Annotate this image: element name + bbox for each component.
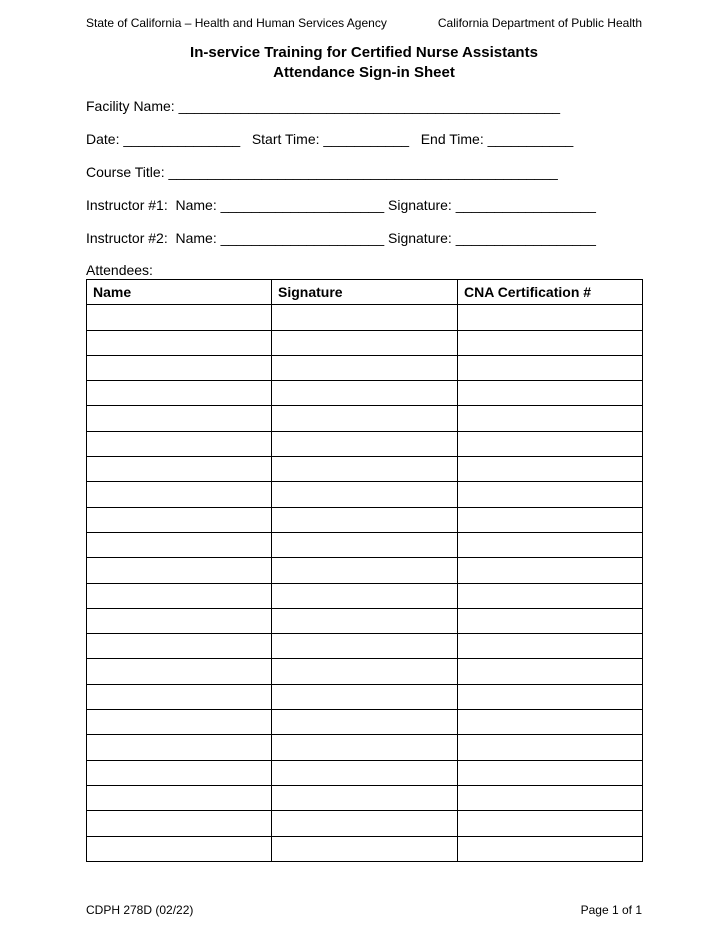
table-row [87,558,643,583]
title-line-1: In-service Training for Certified Nurse Assistants [190,44,538,61]
signature-cell[interactable] [272,507,458,532]
table-row [87,836,643,861]
cna-number-cell[interactable] [458,785,643,810]
attendee-rows [87,305,643,862]
signature-cell[interactable] [272,659,458,684]
cna-number-cell[interactable] [458,381,643,406]
course-title-field[interactable]: Course Title: __________________________________________________ [86,164,558,180]
name-cell[interactable] [87,406,272,431]
signature-cell[interactable] [272,710,458,735]
instructor-1-fields[interactable]: Instructor #1: Name: _____________________ Signature: __________________ [86,197,596,213]
facility-name-field[interactable]: Facility Name: _________________________________________________ [86,98,561,114]
cna-number-cell[interactable] [458,482,643,507]
signature-cell[interactable] [272,583,458,608]
table-row [87,811,643,836]
name-cell[interactable] [87,507,272,532]
name-cell[interactable] [87,735,272,760]
signature-cell[interactable] [272,684,458,709]
table-row [87,735,643,760]
table-row [87,330,643,355]
name-cell[interactable] [87,785,272,810]
cna-number-cell[interactable] [458,608,643,633]
table-row [87,355,643,380]
name-cell[interactable] [87,608,272,633]
signature-cell[interactable] [272,634,458,659]
cna-number-cell[interactable] [458,760,643,785]
name-cell[interactable] [87,532,272,557]
cna-number-cell[interactable] [458,406,643,431]
cna-number-cell[interactable] [458,431,643,456]
table-row [87,684,643,709]
cna-number-cell[interactable] [458,836,643,861]
table-row [87,457,643,482]
table-row [87,532,643,557]
name-cell[interactable] [87,710,272,735]
table-row [87,431,643,456]
cna-number-cell[interactable] [458,507,643,532]
cna-number-cell[interactable] [458,355,643,380]
table-row [87,406,643,431]
name-cell[interactable] [87,659,272,684]
date-time-fields[interactable]: Date: _______________ Start Time: ___________ End Time: ___________ [86,131,574,147]
table-row [87,710,643,735]
attendee-table [86,279,643,862]
form-id: CDPH 278D (02/22) [86,903,194,917]
cna-number-cell[interactable] [458,558,643,583]
attendees-label: Attendees: [86,262,153,278]
name-cell[interactable] [87,482,272,507]
signature-cell[interactable] [272,457,458,482]
cna-number-cell[interactable] [458,811,643,836]
cna-number-cell[interactable] [458,583,643,608]
signature-cell[interactable] [272,608,458,633]
name-cell[interactable] [87,760,272,785]
column-header-cna: CNA Certification # [458,280,643,305]
signature-cell[interactable] [272,305,458,330]
cna-number-cell[interactable] [458,684,643,709]
signature-cell[interactable] [272,811,458,836]
signature-cell[interactable] [272,558,458,583]
name-cell[interactable] [87,811,272,836]
cna-number-cell[interactable] [458,710,643,735]
signature-cell[interactable] [272,760,458,785]
cna-number-cell[interactable] [458,735,643,760]
signature-cell[interactable] [272,785,458,810]
signature-cell[interactable] [272,836,458,861]
name-cell[interactable] [87,431,272,456]
name-cell[interactable] [87,457,272,482]
cna-number-cell[interactable] [458,305,643,330]
name-cell[interactable] [87,305,272,330]
department-header: California Department of Public Health [437,16,642,30]
instructor-2-fields[interactable]: Instructor #2: Name: _____________________ Signature: __________________ [86,230,596,246]
signature-cell[interactable] [272,482,458,507]
signature-cell[interactable] [272,532,458,557]
name-cell[interactable] [87,330,272,355]
signature-cell[interactable] [272,406,458,431]
table-row [87,305,643,330]
cna-number-cell[interactable] [458,532,643,557]
table-row [87,482,643,507]
signature-cell[interactable] [272,735,458,760]
cna-number-cell[interactable] [458,659,643,684]
agency-header: State of California – Health and Human Services Agency [86,16,387,30]
name-cell[interactable] [87,634,272,659]
cna-number-cell[interactable] [458,330,643,355]
column-header-name: Name [87,280,272,305]
name-cell[interactable] [87,583,272,608]
name-cell[interactable] [87,684,272,709]
name-cell[interactable] [87,558,272,583]
table-row [87,659,643,684]
page-number: Page 1 of 1 [580,903,642,917]
table-row [87,507,643,532]
signature-cell[interactable] [272,431,458,456]
table-row [87,785,643,810]
document-title [0,43,728,83]
signature-cell[interactable] [272,355,458,380]
column-header-signature: Signature [272,280,458,305]
name-cell[interactable] [87,381,272,406]
table-header-row [87,280,643,305]
table-row [87,583,643,608]
cna-number-cell[interactable] [458,634,643,659]
name-cell[interactable] [87,836,272,861]
table-row [87,634,643,659]
table-row [87,608,643,633]
name-cell[interactable] [87,355,272,380]
table-row [87,381,643,406]
signature-cell[interactable] [272,381,458,406]
signature-cell[interactable] [272,330,458,355]
table-row [87,760,643,785]
title-line-2: Attendance Sign-in Sheet [273,64,455,81]
cna-number-cell[interactable] [458,457,643,482]
